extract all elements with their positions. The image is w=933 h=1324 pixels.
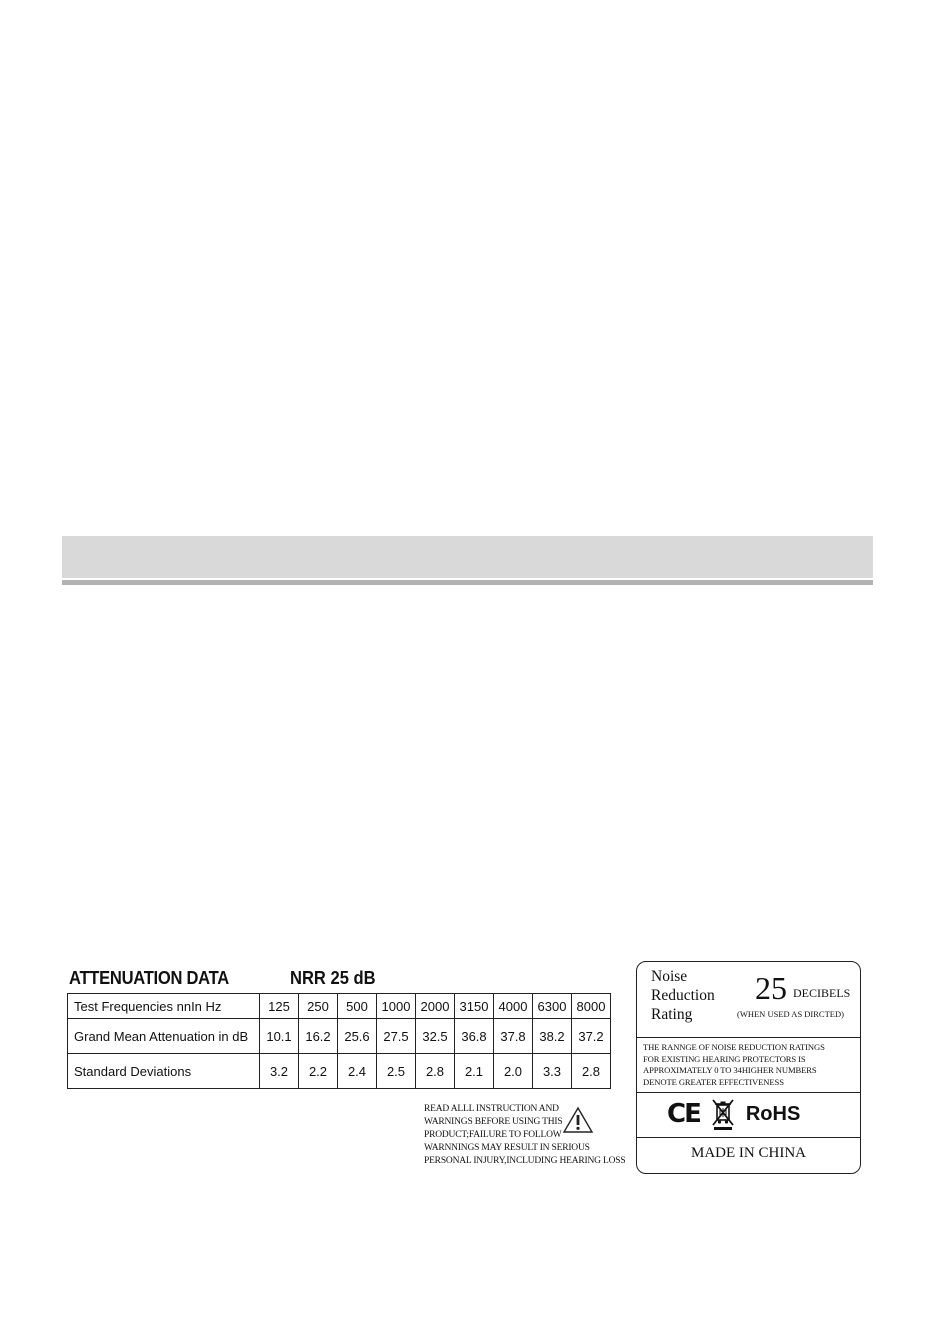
table-cell: 3.3 (533, 1054, 572, 1089)
warning-line: WARNNINGS MAY RESULT IN SERIOUS (424, 1143, 590, 1153)
table-cell: 125 (260, 994, 299, 1019)
table-cell: 2.2 (299, 1054, 338, 1089)
table-cell: 37.2 (572, 1019, 611, 1054)
label-divider (637, 1137, 860, 1138)
warning-text (424, 1103, 625, 1168)
table-cell: 37.8 (494, 1019, 533, 1054)
row-label: Grand Mean Attenuation in dB (68, 1019, 260, 1054)
row-label: Standard Deviations (68, 1054, 260, 1089)
label-divider (637, 1092, 860, 1093)
table-cell: 2.8 (416, 1054, 455, 1089)
table-cell: 3150 (455, 994, 494, 1019)
warning-triangle-icon (562, 1106, 594, 1134)
range-line: FOR EXISTING HEARING PROTECTORS IS (643, 1053, 806, 1064)
table-cell: 32.5 (416, 1019, 455, 1054)
table-cell: 2.5 (377, 1054, 416, 1089)
table-cell: 3.2 (260, 1054, 299, 1089)
table-cell: 38.2 (533, 1019, 572, 1054)
warning-line: READ ALLL INSTRUCTION AND (424, 1104, 559, 1114)
made-in-text: MADE IN CHINA (691, 1145, 806, 1161)
warning-line: PERSONAL INJURY,INCLUDING HEARING LOSS (424, 1156, 626, 1166)
crossed-out-bin-icon (710, 1098, 736, 1130)
certification-marks (667, 1096, 800, 1132)
table-cell: 8000 (572, 994, 611, 1019)
section-header-band (62, 536, 873, 578)
table-cell: 500 (338, 994, 377, 1019)
nrr-label (636, 961, 861, 1174)
table-cell: 2.8 (572, 1054, 611, 1089)
table-cell: 2.0 (494, 1054, 533, 1089)
label-divider (637, 1037, 860, 1038)
nrr-title: NRR 25 dB (290, 968, 376, 988)
warning-line: WARNINGS BEFORE USING THIS (424, 1117, 563, 1127)
table-cell: 2000 (416, 994, 455, 1019)
range-line: DENOTE GREATER EFFECTIVENESS (643, 1076, 784, 1087)
range-note (643, 1042, 825, 1088)
table-cell: 4000 (494, 994, 533, 1019)
warning-line: PRODUCT;FAILURE TO FOLLOW (424, 1130, 562, 1140)
range-line: APPROXIMATELY 0 TO 34HIGHER NUMBERS (643, 1065, 817, 1075)
noise-reduction-rating-text (651, 967, 715, 1024)
table-cell: 250 (299, 994, 338, 1019)
table-row (68, 994, 611, 1019)
rohs-mark: RoHS (745, 1102, 801, 1125)
table-cell: 2.4 (338, 1054, 377, 1089)
label-rating: Rating (651, 1006, 693, 1023)
table-row (68, 1054, 611, 1089)
table-cell: 36.8 (455, 1019, 494, 1054)
nrr-number: 25 (755, 970, 787, 1006)
table-cell: 16.2 (299, 1019, 338, 1054)
attenuation-title: ATTENUATION DATA (69, 968, 229, 988)
table-cell: 25.6 (338, 1019, 377, 1054)
table-row (68, 1019, 611, 1054)
nrr-unit: DECIBELS (793, 986, 851, 1000)
table-cell: 1000 (377, 994, 416, 1019)
table-cell: 27.5 (377, 1019, 416, 1054)
label-noise: Noise (651, 968, 688, 985)
table-cell: 10.1 (260, 1019, 299, 1054)
table-cell: 6300 (533, 994, 572, 1019)
section-divider (62, 580, 873, 585)
range-line: THE RANNGE OF NOISE REDUCTION RATINGS (643, 1042, 825, 1052)
table-cell: 2.1 (455, 1054, 494, 1089)
ce-mark: CE (667, 1099, 700, 1129)
row-label: Test Frequencies nnIn Hz (68, 994, 260, 1019)
when-used-note: (WHEN USED AS DIRCTED) (737, 1009, 844, 1019)
attenuation-table (67, 993, 611, 1089)
label-reduction: Reduction (651, 987, 715, 1004)
